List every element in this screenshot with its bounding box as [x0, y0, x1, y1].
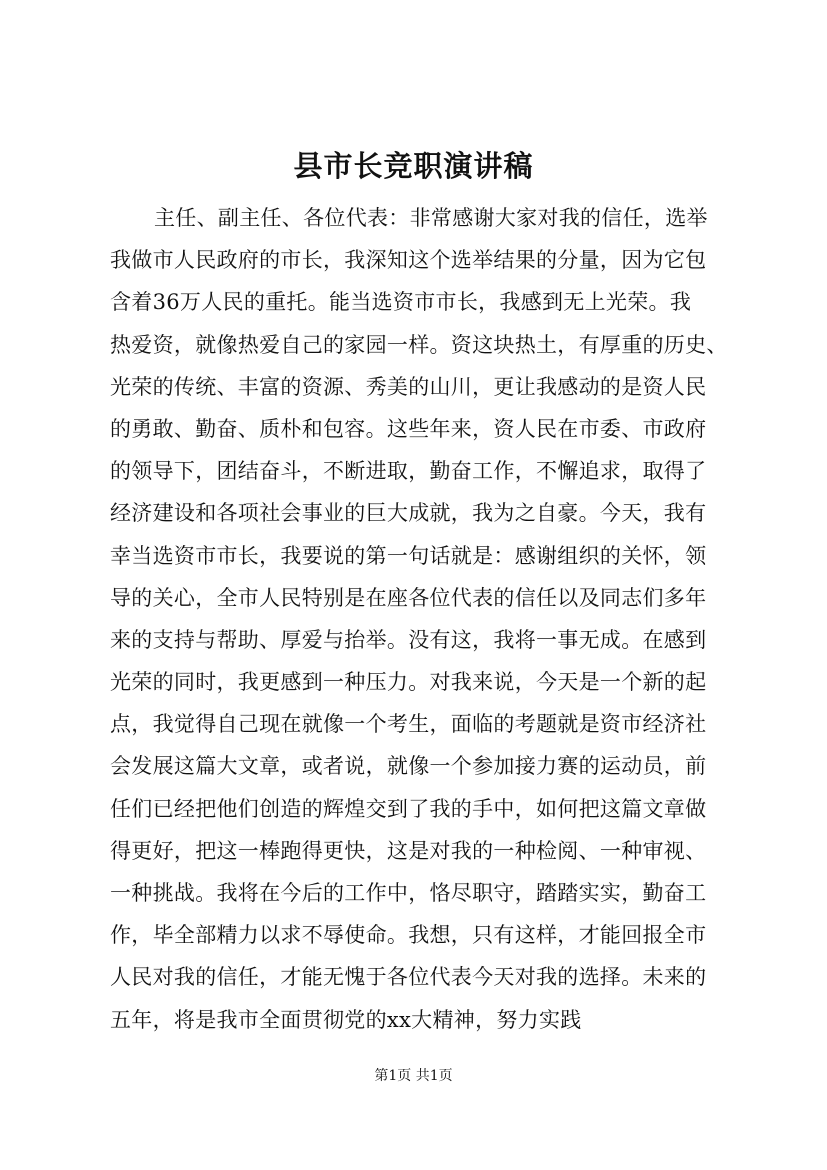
text-line: 含着36万人民的重托。能当选资市市长，我感到无上光荣。我: [110, 290, 692, 315]
text-line: 来的支持与帮助、厚爱与抬举。没有这，我将一事无成。在感到: [110, 627, 707, 652]
text-line: 点，我觉得自己现在就像一个考生，面临的考题就是资市经济社: [110, 712, 707, 737]
text-line: 光荣的传统、丰富的资源、秀美的山川，更让我感动的是资人民: [110, 374, 707, 399]
text-line: 一种挑战。我将在今后的工作中，恪尽职守，踏踏实实，勤奋工: [110, 881, 707, 905]
speech-body: [110, 197, 750, 1041]
text-line: 会发展这篇大文章，或者说，就像一个参加接力赛的运动员，前: [110, 754, 707, 779]
text-line: 我做市人民政府的市长，我深知这个选举结果的分量，因为它包: [110, 248, 707, 273]
page-footer: 第1页 共1页: [374, 1068, 453, 1084]
text-line: 任们已经把他们创造的辉煌交到了我的手中，如何把这篇文章做: [110, 796, 707, 821]
text-line: 经济建设和各项社会事业的巨大成就，我为之自豪。今天，我有: [110, 501, 707, 526]
text-line: 人民对我的信任，才能无愧于各位代表今天对我的选择。未来的: [110, 965, 707, 990]
text-line: 五年，将是我市全面贯彻党的xx大精神，努力实践: [110, 1007, 582, 1032]
text-line: 作，毕全部精力以求不辱使命。我想，只有这样，才能回报全市: [110, 923, 707, 948]
text-line: 光荣的同时，我更感到一种压力。对我来说，今天是一个新的起: [110, 670, 707, 695]
page-title: 县市长竞职演讲稿: [293, 149, 534, 183]
text-line: 的领导下，团结奋斗，不断进取，勤奋工作，不懈追求，取得了: [110, 459, 707, 484]
text-line: 得更好，把这一棒跑得更快，这是对我的一种检阅、一种审视、: [110, 838, 707, 863]
text-line: 主任、副主任、各位代表：非常感谢大家对我的信任，选举: [154, 206, 708, 230]
text-line: 幸当选资市市长，我要说的第一句话就是：感谢组织的关怀，领: [110, 543, 707, 568]
text-line: 热爱资，就像热爱自己的家园一样。资这块热土，有厚重的历史、: [110, 332, 728, 357]
text-line: 导的关心，全市人民特别是在座各位代表的信任以及同志们多年: [110, 585, 707, 610]
text-line: 的勇敢、勤奋、质朴和包容。这些年来，资人民在市委、市政府: [110, 416, 707, 441]
